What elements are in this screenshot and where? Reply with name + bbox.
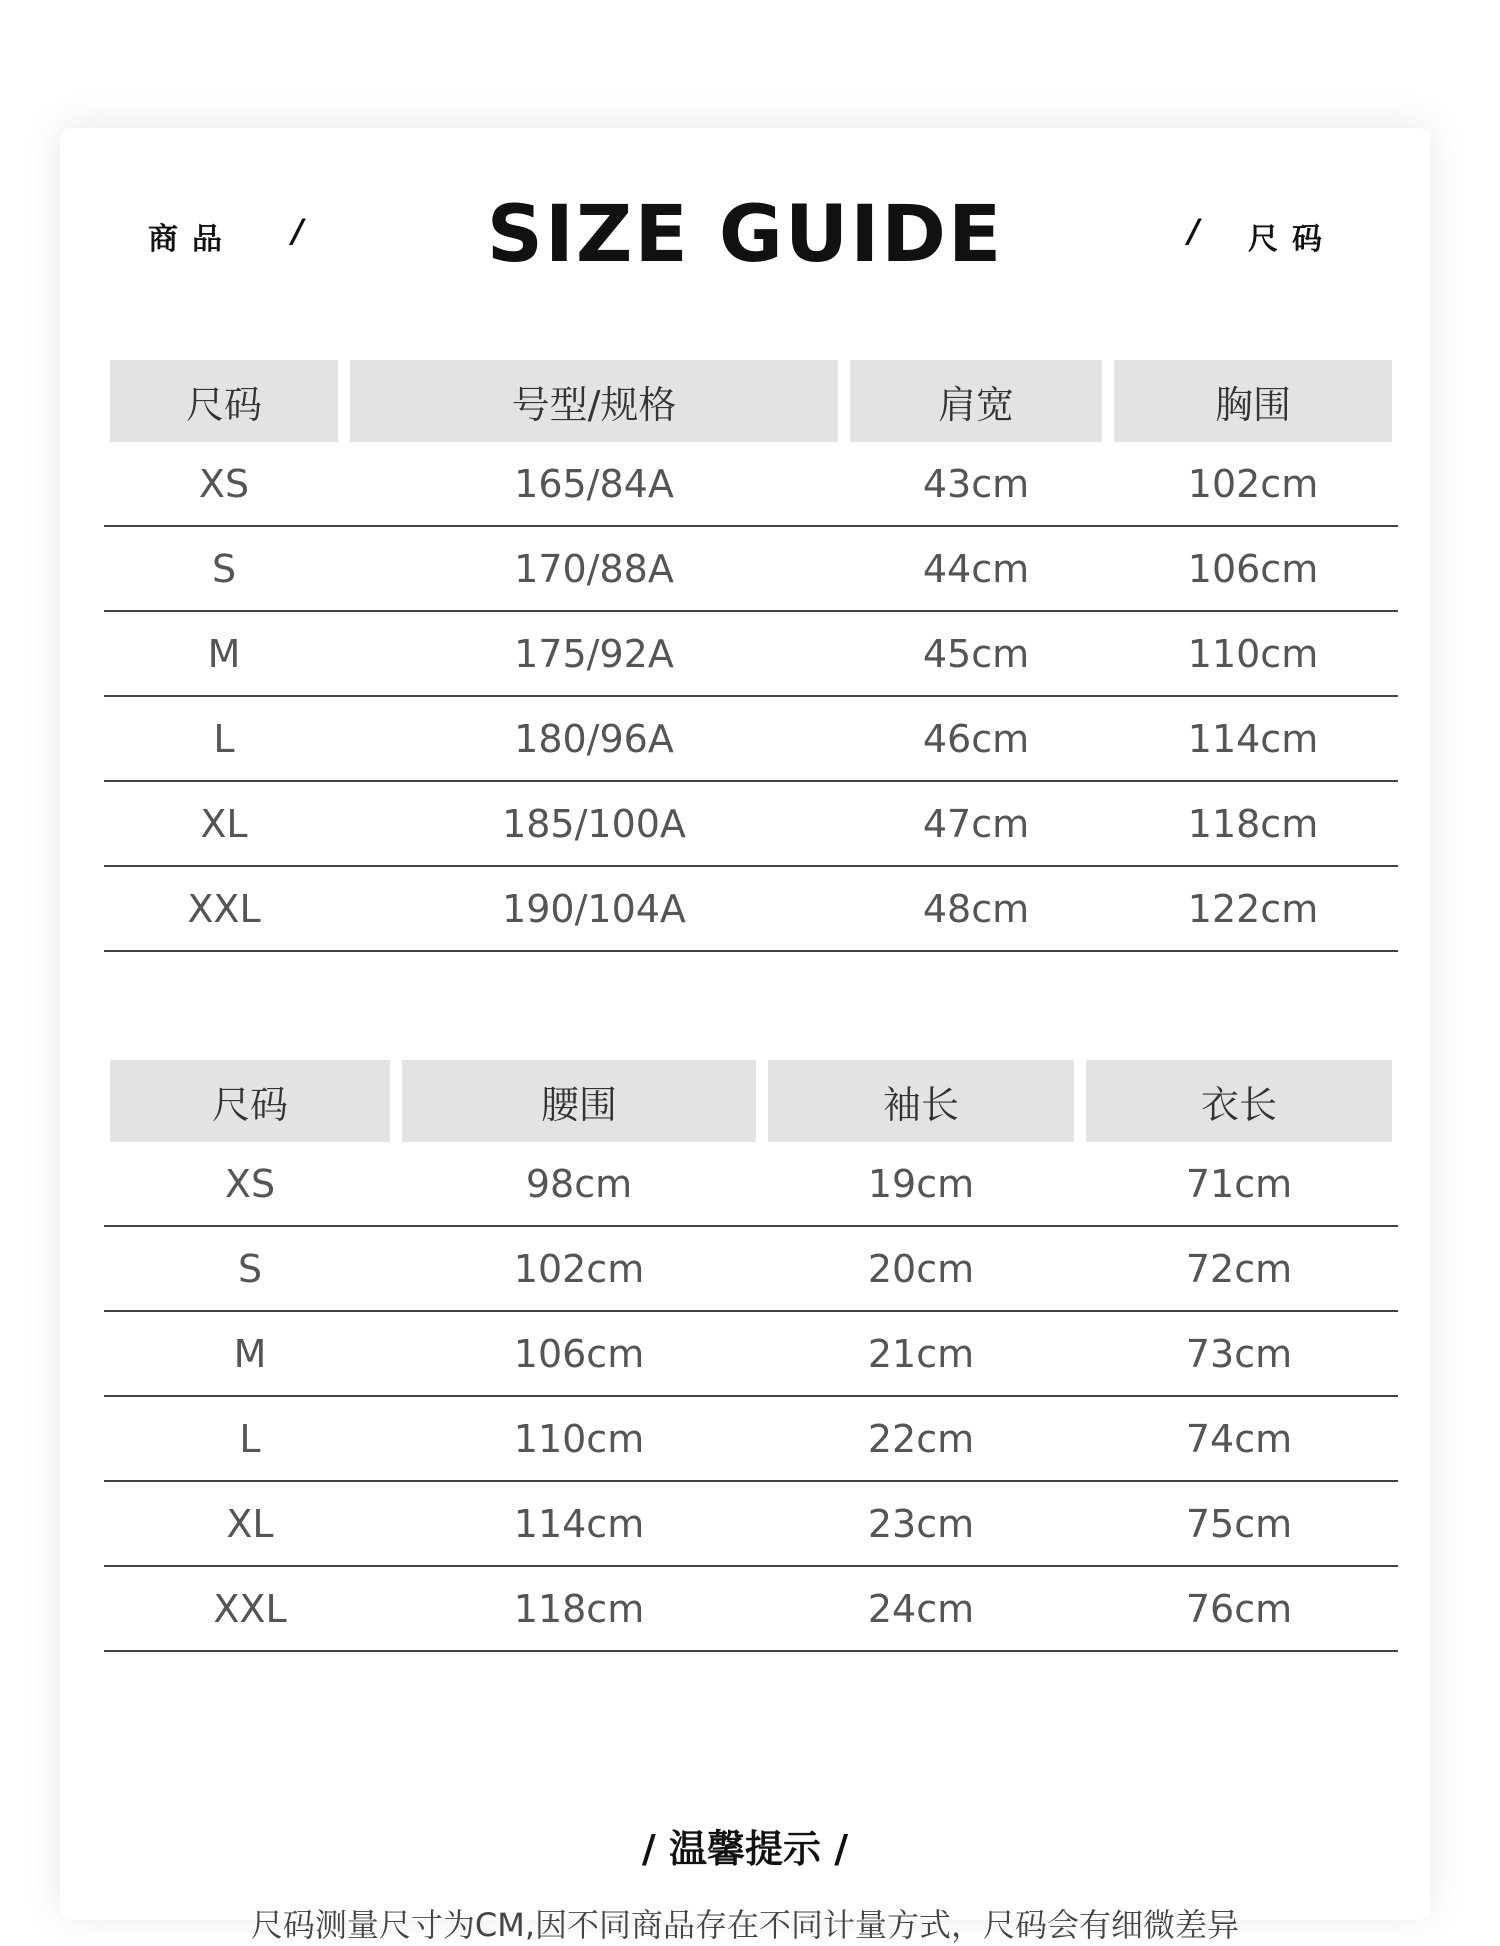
table-row xyxy=(104,442,1398,527)
table-row xyxy=(104,612,1398,697)
size-cell: L xyxy=(104,1397,396,1482)
table-row xyxy=(104,1312,1398,1397)
header-right-slash: / xyxy=(1188,212,1200,250)
length-cell: 71cm xyxy=(1080,1142,1398,1227)
sleeve-cell: 22cm xyxy=(762,1397,1080,1482)
chest-cell: 118cm xyxy=(1108,782,1398,867)
size-cell: XL xyxy=(104,1482,396,1567)
size-table-bottom xyxy=(104,1060,1398,1652)
size-cell: XL xyxy=(104,782,344,867)
spec-cell: 185/100A xyxy=(344,782,844,867)
length-cell: 75cm xyxy=(1080,1482,1398,1567)
size-cell: L xyxy=(104,697,344,782)
table-row xyxy=(104,697,1398,782)
table-header-row xyxy=(104,1060,1398,1142)
size-cell: M xyxy=(104,612,344,697)
shoulder-cell: 44cm xyxy=(844,527,1108,612)
size-cell: XS xyxy=(104,1142,396,1227)
table-row xyxy=(104,1227,1398,1312)
shoulder-cell: 48cm xyxy=(844,867,1108,952)
waist-cell: 118cm xyxy=(396,1567,762,1652)
spec-cell: 180/96A xyxy=(344,697,844,782)
header-right-label: 尺码 xyxy=(1248,222,1336,257)
table-row xyxy=(104,782,1398,867)
column-header-sleeve: 袖长 xyxy=(762,1060,1080,1142)
sleeve-cell: 20cm xyxy=(762,1227,1080,1312)
size-cell: S xyxy=(104,527,344,612)
column-header-length: 衣长 xyxy=(1080,1060,1398,1142)
header-left-slash: / xyxy=(292,212,304,250)
table-header-row xyxy=(104,360,1398,442)
length-cell: 73cm xyxy=(1080,1312,1398,1397)
column-header-spec: 号型/规格 xyxy=(344,360,844,442)
column-header-size: 尺码 xyxy=(104,1060,396,1142)
waist-cell: 110cm xyxy=(396,1397,762,1482)
table-row xyxy=(104,527,1398,612)
spec-cell: 190/104A xyxy=(344,867,844,952)
tips-text: 尺码测量尺寸为CM,因不同商品存在不同计量方式，尺码会有细微差异 xyxy=(250,1906,1240,1944)
chest-cell: 102cm xyxy=(1108,442,1398,527)
waist-cell: 102cm xyxy=(396,1227,762,1312)
waist-cell: 114cm xyxy=(396,1482,762,1567)
shoulder-cell: 46cm xyxy=(844,697,1108,782)
shoulder-cell: 47cm xyxy=(844,782,1108,867)
size-guide-header xyxy=(60,128,1430,348)
page-title: SIZE GUIDE xyxy=(486,190,1004,280)
size-guide-card xyxy=(60,128,1430,1944)
spec-cell: 165/84A xyxy=(344,442,844,527)
spec-cell: 170/88A xyxy=(344,527,844,612)
size-cell: XXL xyxy=(104,867,344,952)
table-row xyxy=(104,1482,1398,1567)
size-cell: XXL xyxy=(104,1567,396,1652)
chest-cell: 110cm xyxy=(1108,612,1398,697)
size-cell: S xyxy=(104,1227,396,1312)
header-left-label: 商品 xyxy=(148,222,236,257)
column-header-chest: 胸围 xyxy=(1108,360,1398,442)
chest-cell: 106cm xyxy=(1108,527,1398,612)
table-row xyxy=(104,1397,1398,1482)
sleeve-cell: 23cm xyxy=(762,1482,1080,1567)
size-cell: M xyxy=(104,1312,396,1397)
length-cell: 72cm xyxy=(1080,1227,1398,1312)
chest-cell: 122cm xyxy=(1108,867,1398,952)
sleeve-cell: 19cm xyxy=(762,1142,1080,1227)
table-row xyxy=(104,1142,1398,1227)
column-header-waist: 腰围 xyxy=(396,1060,762,1142)
sleeve-cell: 24cm xyxy=(762,1567,1080,1652)
size-table-top xyxy=(104,360,1398,952)
length-cell: 74cm xyxy=(1080,1397,1398,1482)
table-row xyxy=(104,1567,1398,1652)
waist-cell: 106cm xyxy=(396,1312,762,1397)
column-header-shoulder: 肩宽 xyxy=(844,360,1108,442)
column-header-size: 尺码 xyxy=(104,360,344,442)
shoulder-cell: 43cm xyxy=(844,442,1108,527)
table-row xyxy=(104,867,1398,952)
spec-cell: 175/92A xyxy=(344,612,844,697)
length-cell: 76cm xyxy=(1080,1567,1398,1652)
sleeve-cell: 21cm xyxy=(762,1312,1080,1397)
size-cell: XS xyxy=(104,442,344,527)
waist-cell: 98cm xyxy=(396,1142,762,1227)
shoulder-cell: 45cm xyxy=(844,612,1108,697)
tips-title: / 温馨提示 / xyxy=(641,1827,849,1871)
chest-cell: 114cm xyxy=(1108,697,1398,782)
